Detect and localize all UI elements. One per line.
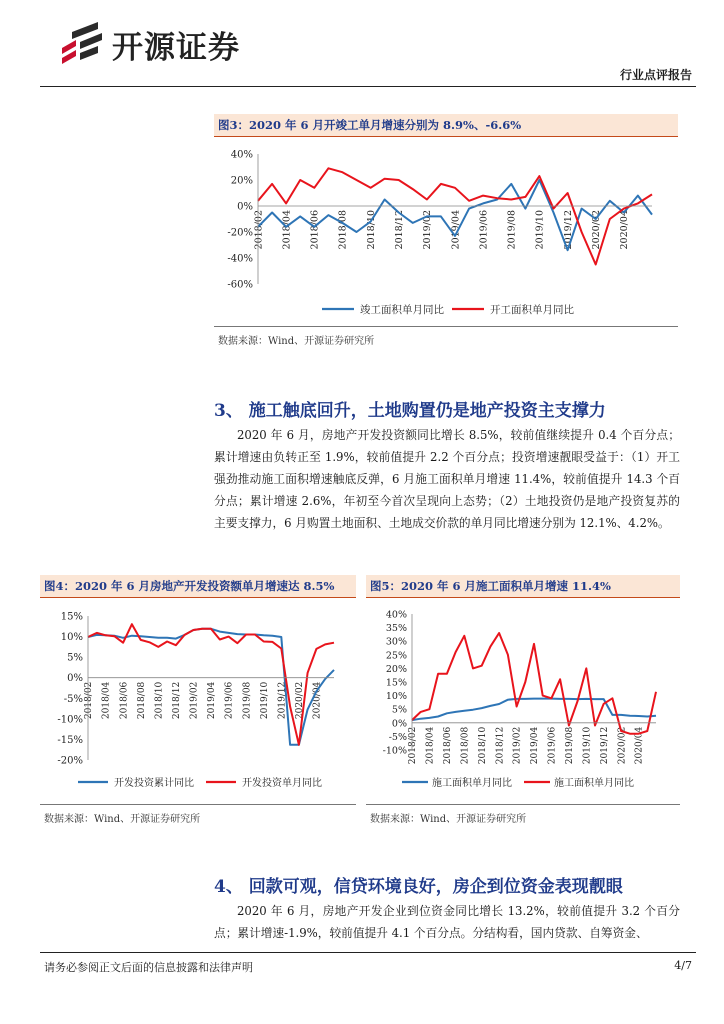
x-tick-label: 2018/02 xyxy=(408,726,419,765)
y-tick-label: 5% xyxy=(391,704,407,716)
x-tick-label: 2019/10 xyxy=(534,210,546,250)
fig5-legend-red: 施工面积单月同比 xyxy=(554,778,634,789)
figure5-source-divider xyxy=(366,804,680,805)
x-tick-label: 2018/02 xyxy=(253,210,265,250)
fig3-legend-red: 开工面积单月同比 xyxy=(490,304,574,316)
x-tick-label: 2019/08 xyxy=(506,210,518,250)
x-tick-label: 2019/02 xyxy=(422,210,434,250)
x-tick-label: 2020/04 xyxy=(312,681,323,720)
x-tick-label: 2019/04 xyxy=(207,681,218,720)
x-tick-label: 2018/08 xyxy=(460,726,471,765)
fig5-lines xyxy=(412,633,656,734)
x-tick-label: 2018/08 xyxy=(136,681,147,720)
section4-paragraph: 2020 年 6 月，房地产开发企业到位资金同比增长 13.2%，较前值提升 3.2 个百分点；累计增速-1.9%，较前值提升 4.1 个百分点。分结构看，国内贷款、自筹资金、 xyxy=(214,904,680,940)
y-tick-label: 0% xyxy=(237,201,253,213)
x-tick-label: 2019/08 xyxy=(565,726,576,765)
fig5-yaxis-labels xyxy=(383,610,407,757)
x-tick-label: 2019/08 xyxy=(242,681,253,720)
fig3-yaxis-labels xyxy=(227,150,253,291)
x-tick-label: 2019/04 xyxy=(450,210,462,250)
y-tick-label: 25% xyxy=(385,650,407,662)
x-tick-label: 2019/10 xyxy=(582,726,593,765)
y-tick-label: 10% xyxy=(385,691,407,703)
x-tick-label: 2019/12 xyxy=(599,726,610,765)
x-tick-label: 2018/12 xyxy=(394,210,406,250)
fig5-legend xyxy=(402,776,634,789)
y-tick-label: 5% xyxy=(67,652,83,664)
y-tick-label: 35% xyxy=(385,623,407,635)
figure3-title: 图3：2020 年 6 月开竣工单月增速分别为 8.9%、-6.6% xyxy=(218,118,522,132)
fig3-legend xyxy=(322,303,574,316)
x-tick-label: 2019/10 xyxy=(259,681,270,720)
y-tick-label: -10% xyxy=(382,745,407,757)
y-tick-label: 15% xyxy=(385,677,407,689)
fig5-xaxis-labels xyxy=(408,727,645,765)
y-tick-label: 40% xyxy=(230,149,253,161)
figure5-chart xyxy=(366,606,680,802)
y-tick-label: -10% xyxy=(57,714,83,726)
x-tick-label: 2020/04 xyxy=(634,726,645,765)
footer-divider xyxy=(40,952,696,953)
y-tick-label: -20% xyxy=(227,227,253,239)
brand-logo xyxy=(58,22,108,66)
x-tick-label: 2018/10 xyxy=(477,726,488,765)
figure4-source-divider xyxy=(40,804,356,805)
x-tick-label: 2020/02 xyxy=(617,726,628,765)
x-tick-label: 2020/02 xyxy=(295,681,306,720)
x-tick-label: 2019/02 xyxy=(189,681,200,720)
x-tick-label: 2018/06 xyxy=(309,210,321,250)
section4-title: 4、 回款可观，信贷环境良好，房企到位资金表现靓眼 xyxy=(214,877,623,897)
fig4-legend-blue: 开发投资累计同比 xyxy=(114,778,194,789)
x-tick-label: 2019/04 xyxy=(530,726,541,765)
figure4-source: 数据来源：Wind、开源证券研究所 xyxy=(44,814,201,825)
y-tick-label: 0% xyxy=(391,718,407,730)
x-tick-label: 2018/06 xyxy=(119,681,130,720)
y-tick-label: -60% xyxy=(227,279,253,291)
y-tick-label: -15% xyxy=(57,734,83,746)
x-tick-label: 2020/04 xyxy=(619,210,631,250)
fig4-yaxis-labels xyxy=(57,612,83,767)
header-divider xyxy=(40,86,696,87)
x-tick-label: 2019/06 xyxy=(224,681,235,720)
x-tick-label: 2018/06 xyxy=(443,726,454,765)
x-tick-label: 2019/12 xyxy=(277,681,288,720)
x-tick-label: 2019/12 xyxy=(562,210,574,250)
figure3-source-divider xyxy=(214,326,678,327)
y-tick-label: -5% xyxy=(63,693,83,705)
figure5-title: 图5：2020 年 6 月施工面积单月增速 11.4% xyxy=(370,579,611,593)
x-tick-label: 2019/02 xyxy=(512,726,523,765)
x-tick-label: 2018/02 xyxy=(84,681,95,720)
x-tick-label: 2018/12 xyxy=(495,726,506,765)
fig3-legend-blue: 竣工面积单月同比 xyxy=(360,304,444,316)
y-tick-label: 40% xyxy=(385,609,407,621)
y-tick-label: -20% xyxy=(57,755,83,767)
section3-title: 3、 施工触底回升，土地购置仍是地产投资主支撑力 xyxy=(214,401,606,421)
y-tick-label: 30% xyxy=(385,636,407,648)
series-line-red xyxy=(412,633,656,734)
figure4-title: 图4：2020 年 6 月房地产开发投资额单月增速达 8.5% xyxy=(44,579,335,593)
y-tick-label: 20% xyxy=(230,175,253,187)
x-tick-label: 2018/12 xyxy=(172,681,183,720)
x-tick-label: 2019/06 xyxy=(547,726,558,765)
fig5-legend-blue: 施工面积单月同比 xyxy=(432,778,512,789)
section3-paragraph: 2020 年 6 月，房地产开发投资额同比增长 8.5%，较前值继续提升 0.4 个百分点；累计增速由负转正至 1.9%，较前值提升 2.2 个百分点；投资增速靓眼受益于：（1）开工强劲推动施工面积增速触底反弹，6 月施工面积单月增速 11.4%，较前值提升 14.3 个百分点；累计增速 2.6%，年初至今首次呈现向上态势；（2）土地投资仍是地产投资复苏的主要支撑力，6 月购置土地面积、土地成交价款的单月同比增速分别为 12.1%、4.2%。 xyxy=(214,428,680,530)
brand-name: 开源证券 xyxy=(112,30,240,66)
brand-logo-icon xyxy=(58,22,108,66)
fig4-legend-red: 开发投资单月同比 xyxy=(242,778,322,789)
y-tick-label: 0% xyxy=(67,673,83,685)
series-line-blue xyxy=(412,699,656,721)
footer-disclaimer: 请务必参阅正文后面的信息披露和法律声明 xyxy=(44,961,253,974)
y-tick-label: 20% xyxy=(385,663,407,675)
y-tick-label: 15% xyxy=(60,611,83,623)
figure5-source: 数据来源：Wind、开源证券研究所 xyxy=(370,814,527,825)
figure3-source: 数据来源：Wind、开源证券研究所 xyxy=(218,336,375,347)
y-tick-label: -40% xyxy=(227,253,253,265)
y-tick-label: 10% xyxy=(60,632,83,644)
page-number: 4/7 xyxy=(674,959,692,972)
figure4-chart xyxy=(40,606,356,802)
x-tick-label: 2019/06 xyxy=(478,210,490,250)
figure3-chart xyxy=(214,142,678,326)
x-tick-label: 2018/04 xyxy=(101,681,112,720)
y-tick-label: -5% xyxy=(388,731,407,743)
x-tick-label: 2018/10 xyxy=(365,210,377,250)
x-tick-label: 2018/04 xyxy=(425,726,436,765)
x-tick-label: 2018/10 xyxy=(154,681,165,720)
x-tick-label: 2018/08 xyxy=(337,210,349,250)
x-tick-label: 2020/02 xyxy=(591,210,603,250)
report-type: 行业点评报告 xyxy=(619,68,692,82)
x-tick-label: 2018/04 xyxy=(281,210,293,250)
fig4-legend xyxy=(78,776,322,789)
